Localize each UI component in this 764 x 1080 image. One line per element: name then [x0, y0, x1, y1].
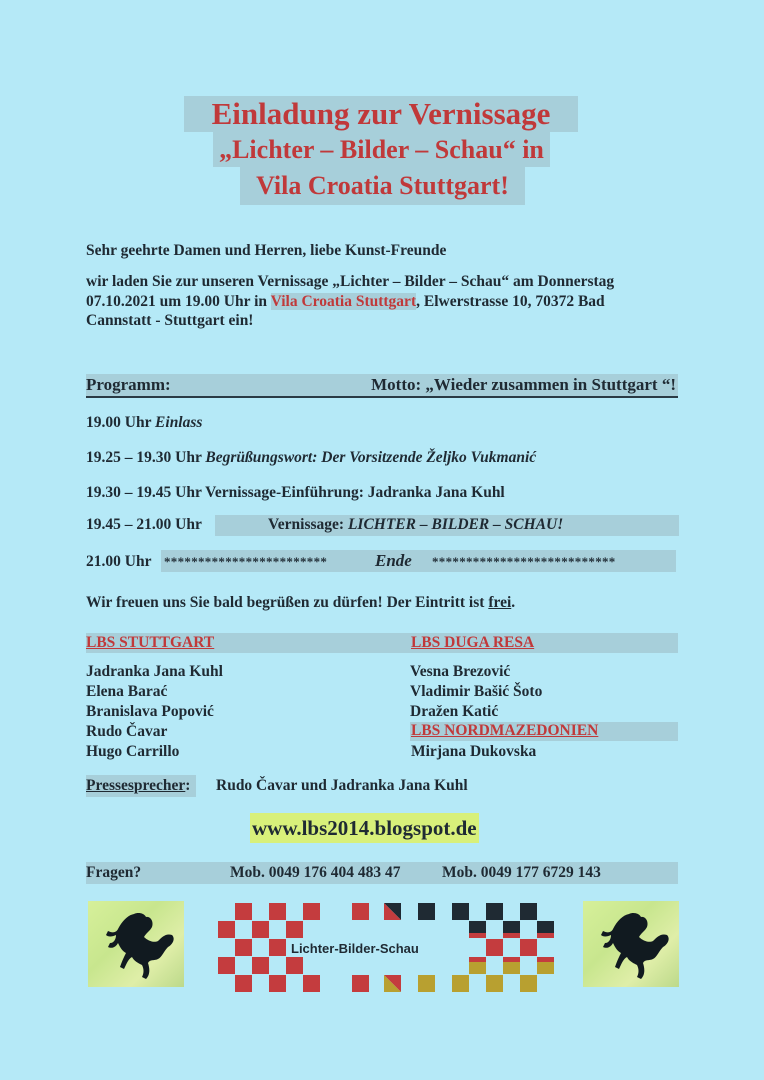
venue-name: Vila Croatia Stuttgart [270, 292, 417, 310]
logo-square [252, 921, 269, 938]
logo-square [303, 903, 320, 920]
intro-line-1: wir laden Sie zur unseren Vernissage „Lichter – Bilder – Schau“ am Donnerstag [86, 273, 615, 290]
stars-right: *************************** [432, 554, 616, 569]
logo-square [452, 975, 469, 992]
logo-square [520, 939, 537, 956]
press-names: Rudo Čavar und Jadranka Jana Kuhl [216, 777, 468, 794]
free-entry: frei [488, 594, 512, 611]
member: Mirjana Dukovska [411, 743, 537, 760]
member: Hugo Carrillo [86, 743, 180, 760]
member: Elena Barać [86, 683, 168, 700]
program-item [86, 484, 505, 502]
logo-square [486, 975, 503, 992]
program-time: 21.00 Uhr [86, 553, 152, 570]
intro-line-2 [86, 292, 614, 312]
program-end: Ende [375, 551, 412, 570]
logo-square [418, 903, 435, 920]
logo-square [520, 975, 537, 992]
member: Vladimir Bašić Šoto [410, 683, 543, 700]
program-item [86, 414, 202, 432]
member: Branislava Popović [86, 703, 214, 720]
intro-address: , Elwerstrasse 10, 70372 Bad [416, 292, 605, 310]
program-time: 19.00 Uhr [86, 414, 156, 431]
logo-square [537, 957, 554, 962]
logo-square [503, 933, 520, 938]
logo-square [269, 939, 286, 956]
logo-square [520, 903, 537, 920]
logo-square [269, 975, 286, 992]
intro-line-3: Cannstatt - Stuttgart ein! [86, 312, 254, 329]
contact-label: Fragen? [86, 864, 142, 881]
logo-square [352, 975, 369, 992]
program-label-vernissage: Vernissage: [268, 516, 348, 533]
program-time: 19.25 – 19.30 Uhr [86, 449, 206, 466]
logo-square [486, 903, 503, 920]
logo-square [218, 957, 235, 974]
logo-square [286, 921, 303, 938]
logo-square [503, 957, 520, 962]
logo-square [452, 903, 469, 920]
group-members-nordmazedonien [411, 742, 536, 762]
welcome-text [86, 594, 515, 612]
logo-square [235, 939, 252, 956]
press-label [86, 775, 196, 797]
member: Jadranka Jana Kuhl [86, 663, 223, 680]
press-label-text: Pressesprecher [86, 777, 186, 794]
greeting: Sehr geehrte Damen und Herren, liebe Kunst-Freunde [86, 242, 447, 259]
program-text: Einlass [155, 414, 203, 431]
logo-square [303, 975, 320, 992]
logo-square [269, 903, 286, 920]
logo-text: Lichter-Bilder-Schau [291, 941, 419, 956]
intro-paragraph [86, 272, 614, 331]
phone-2: Mob. 0049 177 6729 143 [442, 864, 601, 881]
group-members-stuttgart [86, 662, 223, 762]
horse-icon [88, 901, 184, 987]
exhibition-name: LICHTER – BILDER – SCHAU! [347, 516, 564, 533]
group-title-stuttgart: LBS STUTTGART [86, 634, 215, 651]
logo-square [486, 939, 503, 956]
phone-1: Mob. 0049 176 404 483 47 [230, 864, 401, 881]
logo-square [469, 933, 486, 938]
horse-icon [583, 901, 679, 987]
logo-square [469, 957, 486, 962]
logo-square [352, 903, 369, 920]
program-time: 19.30 – 19.45 Uhr [86, 484, 206, 501]
member: Vesna Brezović [410, 663, 511, 680]
logo-square [537, 933, 554, 938]
title-line-3: Vila Croatia Stuttgart! [240, 167, 525, 205]
intro-date-time: 07.10.2021 um 19.00 Uhr in [86, 292, 271, 310]
logo-square [252, 957, 269, 974]
group-members-duga-resa [410, 662, 542, 722]
logo-square [235, 903, 252, 920]
stars-left: ************************ [164, 554, 328, 569]
member: Rudo Čavar [86, 723, 168, 740]
logo-square [418, 975, 435, 992]
logo-square [235, 975, 252, 992]
logo-square [218, 921, 235, 938]
member: Dražen Katić [410, 703, 499, 720]
program-header [86, 374, 678, 398]
program-time: 19.45 – 21.00 Uhr [86, 516, 202, 533]
horse-image-right [583, 901, 679, 987]
welcome-period: . [511, 594, 516, 611]
title-line-2: „Lichter – Bilder – Schau“ in [213, 132, 550, 167]
program-text: Begrüßungswort: Der Vorsitzende Željko Vukmanić [205, 449, 537, 466]
website-link[interactable]: www.lbs2014.blogspot.de [250, 813, 479, 843]
welcome-sentence: Wir freuen uns Sie bald begrüßen zu dürfen! Der Eintritt ist [86, 594, 489, 611]
program-item [86, 553, 151, 571]
program-label: Programm: [86, 375, 171, 394]
program-item [86, 516, 202, 534]
program-item [86, 449, 536, 467]
program-text [268, 516, 563, 534]
horse-image-left [88, 901, 184, 987]
title-line-1: Einladung zur Vernissage [184, 96, 578, 132]
motto: Motto: „Wieder zusammen in Stuttgart “! [371, 375, 676, 394]
press-colon: : [185, 777, 191, 794]
group-title-nordmazedonien: LBS NORDMAZEDONIEN [411, 722, 599, 739]
group-title-duga-resa: LBS DUGA RESA [411, 634, 535, 651]
logo-square [286, 957, 303, 974]
program-text: Vernissage-Einführung: Jadranka Jana Kuhl [205, 484, 505, 501]
